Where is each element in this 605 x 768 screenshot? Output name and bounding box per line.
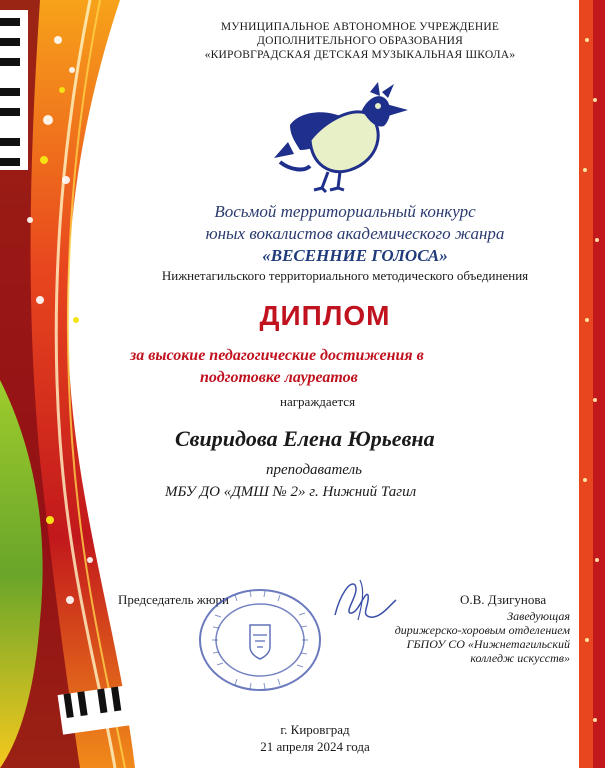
bird-logo-icon bbox=[270, 80, 410, 195]
signer-title-line-3: ГБПОУ СО «Нижнетагильский bbox=[406, 637, 570, 651]
organization-line-1: МУНИЦИПАЛЬНОЕ АВТОНОМНОЕ УЧРЕЖДЕНИЕ bbox=[220, 21, 500, 33]
organization-header bbox=[150, 20, 570, 62]
piano-keys-top bbox=[0, 10, 28, 170]
contest-line-2: юных вокалистов академического жанра bbox=[205, 224, 505, 243]
contest-title: «ВЕСЕННИЕ ГОЛОСА» bbox=[262, 246, 448, 265]
organization-line-3: «КИРОВГРАДСКАЯ ДЕТСКАЯ МУЗЫКАЛЬНАЯ ШКОЛА» bbox=[204, 49, 516, 61]
footer-date: 21 апреля 2024 года bbox=[260, 739, 370, 754]
signer-title-line-2: дирижерско-хоровым отделением bbox=[394, 623, 570, 637]
reason-line-2: подготовке лауреатов bbox=[200, 369, 358, 386]
contest-association: Нижнетагильского территориального методического объединения bbox=[161, 268, 529, 283]
contest-line-1: Восьмой территориальный конкурс bbox=[214, 202, 476, 221]
signer-title-line-4: колледж искусств» bbox=[470, 651, 570, 665]
signer-title-line-1: Заведующая bbox=[507, 609, 570, 623]
reason-line-1: за высокие педагогические достижения в bbox=[130, 347, 424, 364]
recipient-name: Свиридова Елена Юрьевна bbox=[175, 426, 435, 451]
diploma-heading: ДИПЛОМ bbox=[259, 300, 391, 331]
footer-city: г. Кировград bbox=[280, 722, 350, 737]
jury-chair-label: Председатель жюри bbox=[118, 592, 229, 607]
official-seal-icon bbox=[195, 585, 325, 695]
awarded-text: награждается bbox=[280, 394, 356, 409]
signer-title bbox=[370, 609, 570, 665]
decorative-right-border bbox=[565, 0, 605, 768]
organization-line-2: ДОПОЛНИТЕЛЬНОГО ОБРАЗОВАНИЯ bbox=[257, 35, 463, 47]
recipient-position: преподаватель bbox=[266, 462, 362, 478]
recipient-school: МБУ ДО «ДМШ № 2» г. Нижний Тагил bbox=[165, 484, 417, 500]
decorative-left-border bbox=[0, 0, 150, 768]
signer-name: О.В. Дзигунова bbox=[460, 592, 547, 607]
